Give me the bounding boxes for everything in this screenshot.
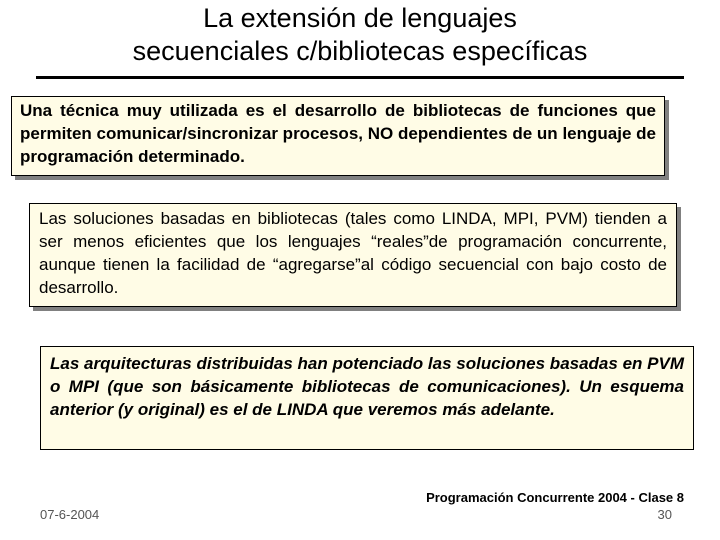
paragraph-technique: Una técnica muy utilizada es el desarrollo de bibliotecas de funciones que permiten comunicar/sincronizar procesos, NO dependientes de un lenguaje de programación determinado.	[20, 101, 656, 166]
paragraph-distributed-architectures: Las arquitecturas distribuidas han potenciado las soluciones basadas en PVM o MPI (que son básicamente bibliotecas de comunicaciones). Un esquema anterior (y original) es el de LINDA que veremos más adelante.	[50, 354, 684, 419]
footer-course: Programación Concurrente 2004 - Clase 8	[426, 490, 684, 505]
text-box-technique	[11, 96, 665, 176]
title-divider	[36, 76, 684, 79]
title-line-1: La extensión de lenguajes	[203, 3, 517, 33]
slide-title	[0, 2, 720, 68]
footer-date: 07-6-2004	[40, 507, 100, 522]
footer-page-number: 30	[657, 507, 672, 522]
text-box-library-solutions	[29, 203, 677, 307]
title-line-2: secuenciales c/bibliotecas específicas	[132, 36, 588, 66]
paragraph-library-solutions: Las soluciones basadas en bibliotecas (tales como LINDA, MPI, PVM) tienden a ser menos eficientes que los lenguajes “reales”de programación concurrente, aunque tienen la facilidad de “agregarse”al código secuencial con bajo costo de desarrollo.	[39, 209, 667, 297]
text-box-distributed-architectures	[40, 346, 694, 450]
